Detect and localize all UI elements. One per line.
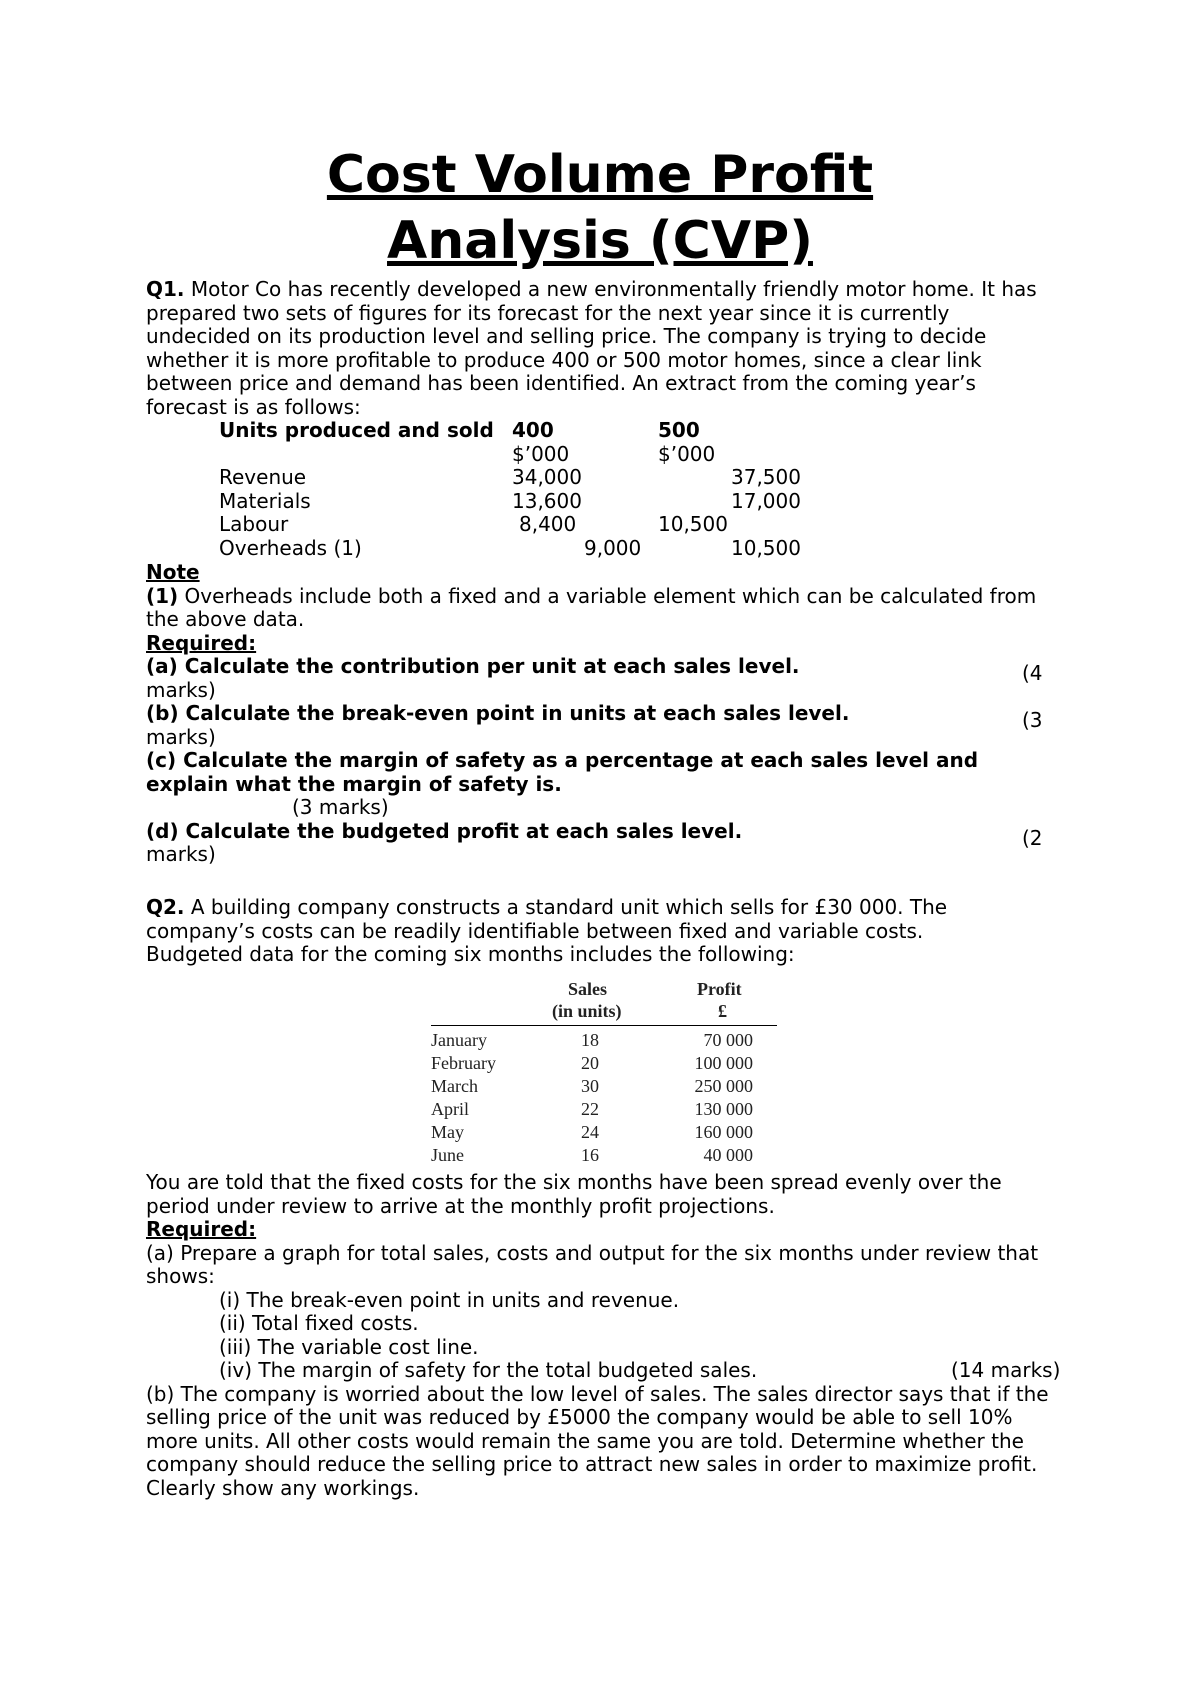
q1-part-b: (b) Calculate the break-even point in units at each sales level. bbox=[146, 701, 850, 725]
q1-note-line-1: Overheads include both a fixed and a variable element which can be calculated from bbox=[178, 583, 1037, 608]
q1-label: Q1. bbox=[146, 277, 185, 301]
q1-line-1: Motor Co has recently developed a new environmentally friendly motor home. It has bbox=[184, 277, 1037, 301]
q1-row-label-overheads: Overheads (1) bbox=[219, 536, 362, 560]
q2-part-b-line-2: selling price of the unit was reduced by £5000 the company would be able to sell 10% bbox=[146, 1405, 1013, 1429]
q2-required-heading: Required: bbox=[146, 1217, 257, 1241]
q2-sales-march: 30 bbox=[581, 1076, 599, 1096]
q2-part-a-line-2: shows: bbox=[146, 1264, 215, 1288]
q2-sales-may: 24 bbox=[581, 1122, 599, 1142]
q2-sales-april: 22 bbox=[581, 1099, 599, 1119]
q1-part-a: (a) Calculate the contribution per unit at each sales level. bbox=[146, 654, 800, 678]
q2-profit-january: 70 000 bbox=[703, 1030, 753, 1050]
page-title-line-1: Cost Volume Profit bbox=[326, 145, 874, 205]
q2-profit-february: 100 000 bbox=[694, 1053, 753, 1073]
q2-part-a-iv: (iv) The margin of safety for the total budgeted sales. bbox=[219, 1358, 758, 1382]
q2-part-a-i: (i) The break-even point in units and revenue. bbox=[219, 1287, 680, 1312]
q2-profit-march: 250 000 bbox=[694, 1076, 753, 1096]
q2-part-a-iii: (iii) The variable cost line. bbox=[219, 1334, 479, 1359]
q2-after-line-2: period under review to arrive at the monthly profit projections. bbox=[146, 1193, 775, 1218]
q2-sales-february: 20 bbox=[581, 1053, 599, 1073]
q2-part-a-iv-marks: (14 marks) bbox=[951, 1358, 1061, 1382]
q2-label: Q2. bbox=[146, 895, 185, 919]
q1-row-label-materials: Materials bbox=[219, 489, 311, 513]
q2-profit-june: 40 000 bbox=[703, 1145, 753, 1165]
q2-month-may: May bbox=[431, 1122, 464, 1142]
q1-line-2: prepared two sets of figures for its forecast for the next year since it is currently bbox=[146, 300, 950, 325]
page-title-line-2: Analysis (CVP) bbox=[387, 211, 813, 271]
q1-part-c-line-1: (c) Calculate the margin of safety as a percentage at each sales level and bbox=[146, 748, 979, 772]
q1-part-d-marks-open: (2 bbox=[1022, 826, 1043, 850]
q1-table-unit-1: $’000 bbox=[512, 442, 570, 466]
q2-month-february: February bbox=[431, 1053, 496, 1073]
q1-table-col-400: 400 bbox=[512, 418, 554, 442]
q2-body bbox=[146, 1171, 1066, 1500]
q1-table-col-500: 500 bbox=[658, 418, 700, 442]
q2-line-1: A building company constructs a standard unit which sells for £30 000. The bbox=[184, 895, 948, 919]
q2-sales-january: 18 bbox=[581, 1030, 599, 1050]
q1-note-number: (1) bbox=[146, 583, 179, 608]
q1-note-heading: Note bbox=[146, 560, 200, 584]
q2-line-2: company’s costs can be readily identifiable between fixed and variable costs. bbox=[146, 918, 924, 943]
q2-header-sales: Sales bbox=[568, 979, 608, 999]
q1-row-label-revenue: Revenue bbox=[219, 465, 307, 489]
q1-part-d: (d) Calculate the budgeted profit at each sales level. bbox=[146, 818, 743, 843]
q1-table-header-label: Units produced and sold bbox=[219, 418, 494, 442]
q1-intro bbox=[146, 278, 1066, 419]
q2-header-profit: Profit bbox=[697, 979, 742, 999]
q1-row-labour-500: 10,500 bbox=[658, 512, 728, 536]
q1-part-a-marks-close: marks) bbox=[146, 677, 216, 702]
q2-after-line-1: You are told that the fixed costs for the six months have been spread evenly over the bbox=[146, 1170, 1002, 1194]
q1-row-labour-400: 8,400 bbox=[519, 512, 577, 536]
q2-part-a-ii: (ii) Total fixed costs. bbox=[219, 1311, 419, 1335]
q1-row-materials-400: 13,600 bbox=[512, 489, 582, 513]
q1-part-b-marks-close: marks) bbox=[146, 724, 216, 749]
q1-note-and-required bbox=[146, 561, 1066, 867]
q1-line-3: undecided on its production level and selling price. The company is trying to decide bbox=[146, 324, 987, 348]
q2-month-march: March bbox=[431, 1076, 478, 1096]
q1-table-unit-2: $’000 bbox=[658, 442, 716, 466]
q2-profit-may: 160 000 bbox=[694, 1122, 753, 1142]
q1-row-overheads-400: 9,000 bbox=[584, 536, 642, 560]
q1-row-overheads-500: 10,500 bbox=[731, 536, 801, 560]
q2-month-january: January bbox=[431, 1030, 487, 1050]
q1-part-d-marks-close: marks) bbox=[146, 842, 216, 866]
q1-line-4: whether it is more profitable to produce 400 or 500 motor homes, since a clear link bbox=[146, 347, 982, 372]
q2-part-b-line-4: company should reduce the selling price to attract new sales in order to maximize profit. bbox=[146, 1452, 1038, 1476]
q1-note-line-2: the above data. bbox=[146, 607, 305, 631]
q2-month-june: June bbox=[431, 1145, 464, 1165]
q2-sales-june: 16 bbox=[581, 1145, 599, 1165]
q2-header-rule bbox=[431, 1025, 777, 1026]
q1-line-6: forecast is as follows: bbox=[146, 394, 361, 419]
q1-line-5: between price and demand has been identified. An extract from the coming year’s bbox=[146, 371, 976, 395]
q1-part-a-marks-open: (4 bbox=[1022, 661, 1043, 685]
q1-required-heading: Required: bbox=[146, 630, 257, 655]
q2-part-b-line-1: (b) The company is worried about the low level of sales. The sales director says that if the bbox=[146, 1381, 1049, 1406]
q2-month-april: April bbox=[431, 1099, 469, 1119]
q2-part-b-line-5: Clearly show any workings. bbox=[146, 1475, 420, 1500]
q2-part-b-line-3: more units. All other costs would remain the same you are told. Determine whether the bbox=[146, 1428, 1024, 1453]
q1-row-revenue-500: 37,500 bbox=[731, 465, 801, 489]
q1-part-c-marks: (3 marks) bbox=[292, 795, 389, 819]
q2-profit-april: 130 000 bbox=[694, 1099, 753, 1119]
q1-part-c-line-2: explain what the margin of safety is. bbox=[146, 771, 562, 796]
q2-intro bbox=[146, 896, 1066, 967]
q2-header-profit-currency: £ bbox=[718, 1001, 727, 1021]
q2-part-a-line-1: (a) Prepare a graph for total sales, costs and output for the six months under review that bbox=[146, 1240, 1039, 1265]
q1-row-revenue-400: 34,000 bbox=[512, 465, 582, 489]
q1-part-b-marks-open: (3 bbox=[1022, 708, 1043, 732]
q1-row-materials-500: 17,000 bbox=[731, 489, 801, 513]
q1-row-label-labour: Labour bbox=[219, 512, 289, 536]
q2-header-sales-units: (in units) bbox=[552, 1001, 622, 1021]
q2-line-3: Budgeted data for the coming six months includes the following: bbox=[146, 942, 795, 966]
